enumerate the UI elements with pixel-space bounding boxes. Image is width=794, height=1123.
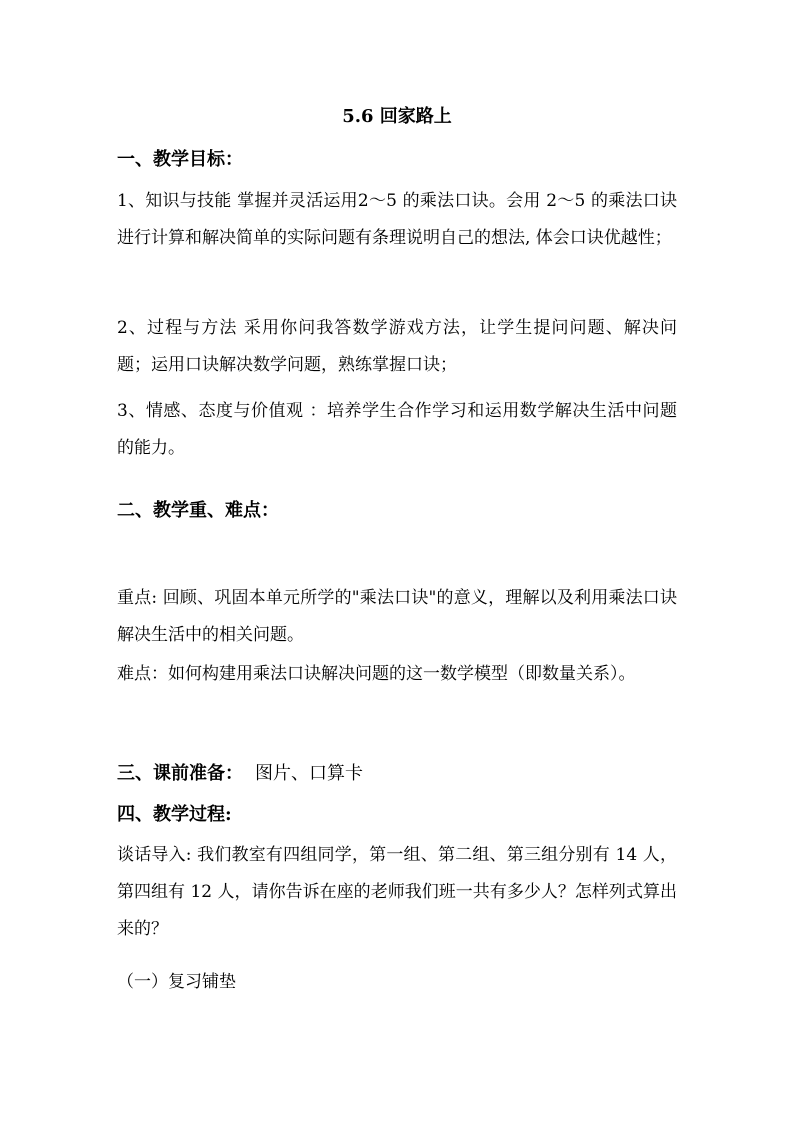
preparation-label: 三、课前准备： (117, 763, 243, 784)
key-point-text: 重点: 回顾、巩固本单元所学的"乘法口诀"的意义，理解以及利用乘法口诀解决生活中的相关问题。 (117, 588, 677, 645)
section-heading-preparation (117, 761, 363, 787)
section-heading-key-points: 二、教学重、难点： (117, 500, 279, 521)
document-title: 5.6 回家路上 (342, 106, 452, 127)
goal-item-2: 2、过程与方法 采用你问我答数学游戏方法，让学生提问问题、解决问题；运用口诀解决数学问题，熟练掌握口诀； (117, 318, 677, 375)
subsection-review: （一）复习铺垫 (117, 972, 236, 992)
section-heading-process: 四、教学过程: (117, 804, 232, 825)
intro-paragraph: 谈话导入: 我们教室有四组同学，第一组、第二组、第三组分别有 14 人，第四组有 12 人，请你告诉在座的老师我们班一共有多少人？怎样列式算出来的？ (117, 845, 677, 939)
difficult-point-text: 难点：如何构建用乘法口诀解决问题的这一数学模型（即数量关系）。 (117, 664, 636, 684)
preparation-value: 图片、口算卡 (255, 763, 363, 784)
section-heading-goals: 一、教学目标： (117, 149, 243, 170)
goal-item-1: 1、知识与技能 掌握并灵活运用2～5 的乘法口诀。会用 2～5 的乘法口诀进行计算和解决简单的实际问题有条理说明自己的想法, 体会口诀优越性； (117, 191, 677, 248)
goal-item-3: 3、情感、态度与价值观 ：培养学生合作学习和运用数学解决生活中问题的能力。 (117, 401, 677, 458)
